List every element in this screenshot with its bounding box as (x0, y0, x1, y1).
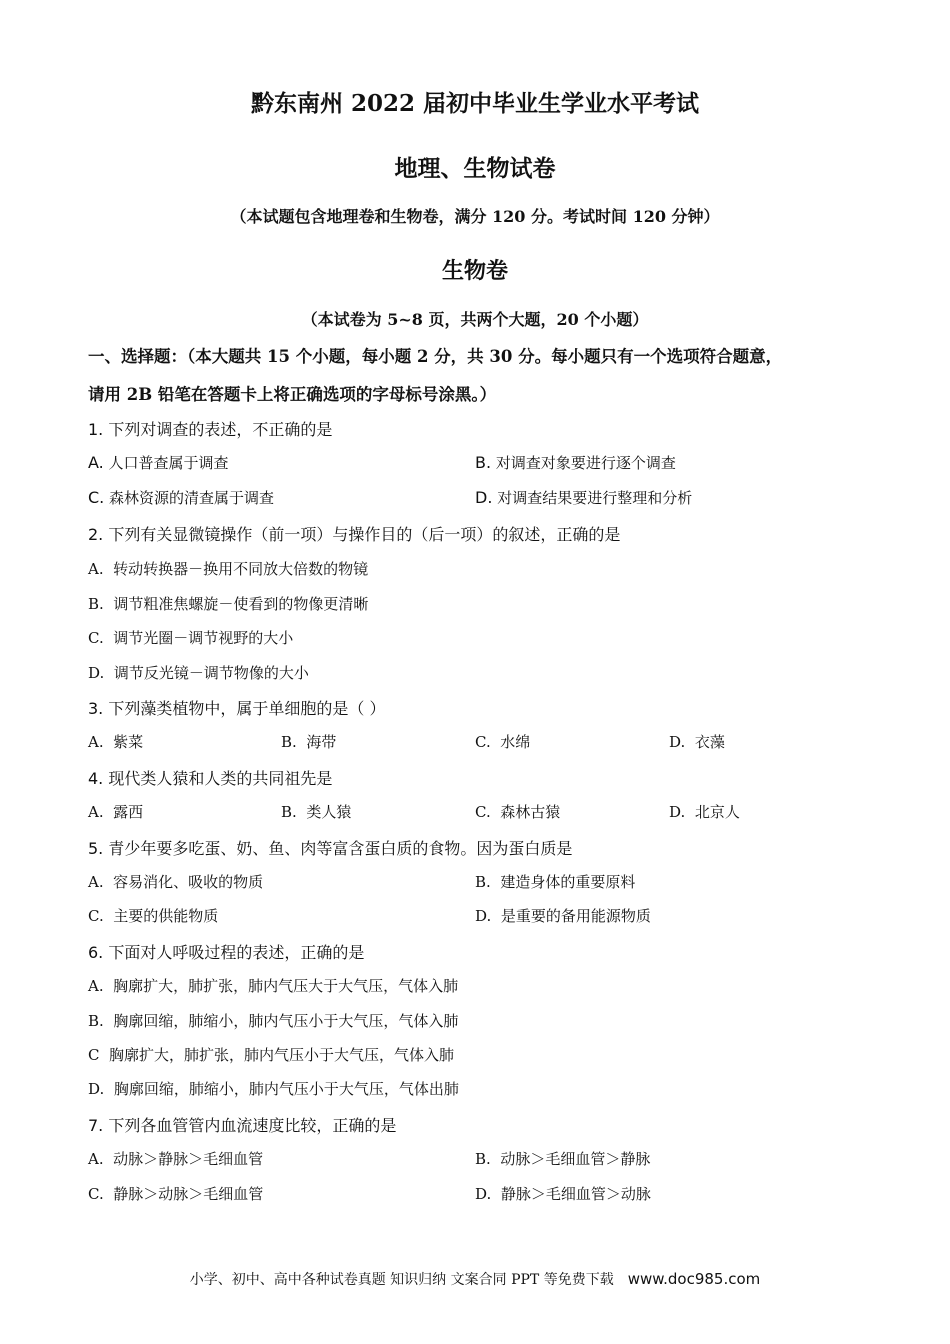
footer-text: 小学、初中、高中各种试卷真题 知识归纳 文案合同 PPT 等免费下载 (189, 1272, 614, 1288)
option-c: C. 水绵 (475, 733, 531, 751)
page-footer (0, 1269, 950, 1289)
option-b: B. 海带 (281, 733, 337, 751)
section-title: 生物卷 (441, 258, 508, 284)
option-c: C 胸廓扩大，肺扩张，肺内气压小于大气压，气体入肺 (88, 1046, 455, 1064)
option-d: D. 调节反光镜－调节物像的大小 (88, 664, 309, 682)
question-stem: 2. 下列有关显微镜操作（前一项）与操作目的（后一项）的叙述，正确的是 (88, 525, 621, 544)
section-note: （本试卷为 5~8 页，共两个大题，20 个小题） (301, 310, 649, 329)
option-d: D. 北京人 (669, 803, 740, 821)
option-b: B. 建造身体的重要原料 (475, 873, 636, 891)
option-d: D. 静脉＞毛细血管＞动脉 (475, 1185, 651, 1203)
option-d: D. 对调查结果要进行整理和分析 (475, 488, 693, 507)
option-d: D. 是重要的备用能源物质 (475, 907, 651, 925)
option-a: A. 紫菜 (88, 733, 144, 751)
option-d: D. 衣藻 (669, 733, 725, 751)
option-a: A. 容易消化、吸收的物质 (88, 873, 264, 891)
exam-title: 黔东南州 2022 届初中毕业生学业水平考试 (250, 90, 700, 117)
question-stem: 7. 下列各血管管内血流速度比较，正确的是 (88, 1116, 397, 1135)
question-stem: 3. 下列藻类植物中，属于单细胞的是（ ） (88, 699, 386, 718)
option-c: C. 森林资源的清查属于调查 (88, 488, 275, 507)
option-d: D. 胸廓回缩，肺缩小，肺内气压小于大气压，气体出肺 (88, 1080, 459, 1098)
option-a: A. 转动转换器－换用不同放大倍数的物镜 (88, 560, 369, 578)
option-c: C. 调节光圈－调节视野的大小 (88, 629, 294, 647)
option-b: B. 调节粗准焦螺旋－使看到的物像更清晰 (88, 595, 369, 613)
question-stem: 1. 下列对调查的表述，不正确的是 (88, 420, 333, 439)
option-a: A. 人口普查属于调查 (88, 453, 229, 472)
option-c: C. 森林古猿 (475, 803, 561, 821)
question-stem: 5. 青少年要多吃蛋、奶、鱼、肉等富含蛋白质的食物。因为蛋白质是 (88, 839, 573, 858)
instructions-line-2: 请用 2B 铅笔在答题卡上将正确选项的字母标号涂黑。） (88, 385, 497, 404)
option-b: B. 动脉＞毛细血管＞静脉 (475, 1150, 651, 1168)
question-stem: 4. 现代类人猿和人类的共同祖先是 (88, 769, 333, 788)
option-a: A. 动脉＞静脉＞毛细血管 (88, 1150, 264, 1168)
option-a: A. 露西 (88, 803, 144, 821)
option-b: B. 类人猿 (281, 803, 352, 821)
option-b: B. 对调查对象要进行逐个调查 (475, 453, 676, 472)
instructions-line-1: 一、选择题：（本大题共 15 个小题，每小题 2 分，共 30 分。每小题只有一个选项符合题意， (88, 347, 783, 366)
option-c: C. 主要的供能物质 (88, 907, 219, 925)
option-c: C. 静脉＞动脉＞毛细血管 (88, 1185, 264, 1203)
exam-note: （本试题包含地理卷和生物卷，满分 120 分。考试时间 120 分钟） (230, 207, 720, 226)
option-b: B. 胸廓回缩，肺缩小，肺内气压小于大气压，气体入肺 (88, 1012, 459, 1030)
option-a: A. 胸廓扩大，肺扩张，肺内气压大于大气压，气体入肺 (88, 977, 459, 995)
exam-subtitle: 地理、生物试卷 (394, 155, 556, 182)
question-stem: 6. 下面对人呼吸过程的表述，正确的是 (88, 943, 365, 962)
footer-link[interactable]: www.doc985.com (627, 1270, 761, 1288)
